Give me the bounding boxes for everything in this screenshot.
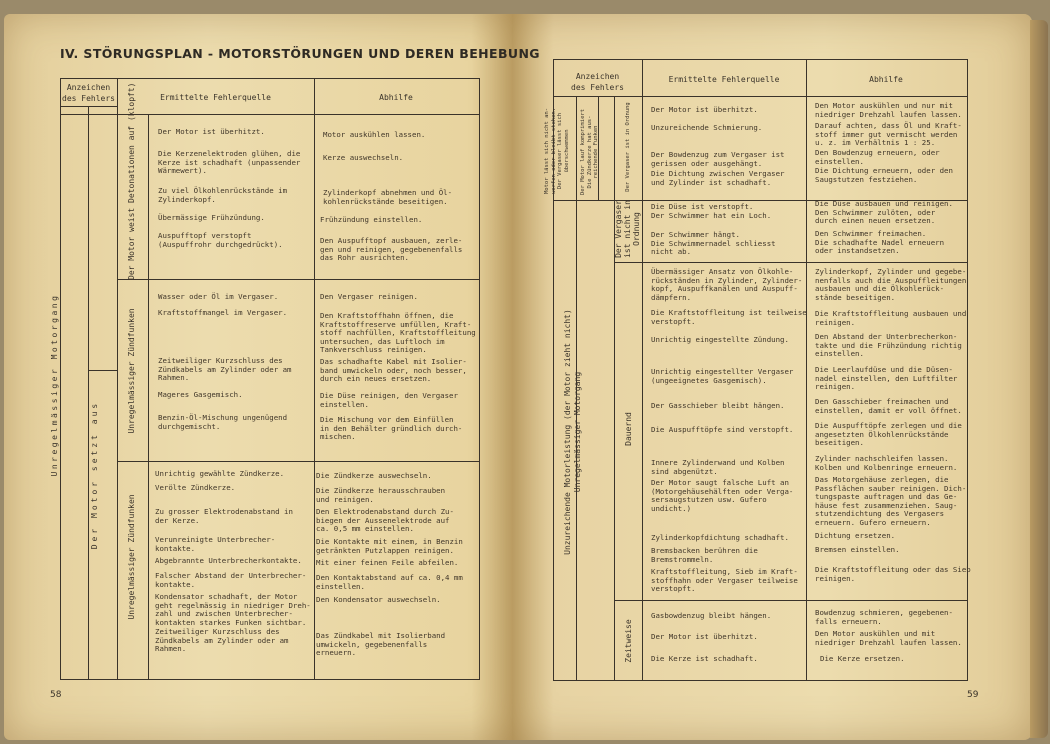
table-cell-remedy: Mit einer feinen Feile abfeilen.: [316, 558, 459, 567]
table-cell-source: Die Dichtung zwischen Vergaser und Zylinder ist schadhaft.: [651, 169, 785, 187]
table-cell-remedy: Die Kerze ersetzen.: [820, 654, 905, 663]
page-number-left: 58: [50, 690, 62, 700]
table-cell-remedy: Den Motor auskühlen und nur mit niedriger Drehzahl laufen lassen.: [815, 101, 962, 119]
table-cell-source: Der Motor ist überhitzt.: [158, 127, 265, 136]
table-cell-remedy: Motor auskühlen lassen.: [323, 130, 426, 139]
table-cell-source: Zylinderkopfdichtung schadhaft.: [651, 533, 789, 542]
table-cell-remedy: Kerze auswechseln.: [323, 153, 404, 162]
right-header-remedy: Abhilfe: [869, 75, 903, 84]
table-cell-source: Bremsbacken berühren die Bremstrommeln.: [651, 546, 758, 564]
table-cell-remedy: Den Schwimmer freimachen. Die schadhafte Nadel erneuern oder instandsetzen.: [815, 229, 945, 256]
table-cell-source: Die Kerzenelektroden glühen, die Kerze ist schadhaft (unpassender Wärmewert).: [158, 149, 301, 176]
table-cell-source: Zu viel Ölkohlenrückstände im Zylinderkopf.: [158, 186, 288, 204]
right-col2-top-label: Der Vergaser ist in Ordnung: [625, 102, 631, 192]
left-header-signs: Anzeichen des Fehlers: [62, 83, 115, 103]
right-header-signs: Anzeichen des Fehlers: [571, 72, 624, 92]
table-cell-source: Übermässiger Ansatz von Ölkohle- rückständen in Zylinder, Zylinder- kopf, Auspuffkanälen und Auspuff- dämpfern.: [651, 267, 803, 302]
table-cell-remedy: Den Bowdenzug erneuern, oder einstellen.: [815, 148, 940, 166]
table-cell-remedy: Zylinder nachschleifen lassen. Kolben und Kolbenringe erneuern.: [815, 454, 958, 472]
right-col1-top-label: Motor lässt sich nicht an- werfen oder bleibt stehen. Der Vergaser lässt sich überschwemmen: [544, 107, 570, 195]
table-cell-source: Auspufftopf verstopft (Auspuffrohr durchgedrückt).: [158, 231, 283, 249]
table-cell-source: Verölte Zündkerze.: [155, 483, 236, 492]
left-group-label: Der Motor weist Detonationen auf (klopft): [127, 82, 136, 280]
table-cell-remedy: Das schadhafte Kabel mit Isolier- band umwickeln oder, noch besser, durch ein neues ersetzen.: [320, 357, 467, 384]
right-col2-dauernd-label: Dauernd: [624, 412, 633, 446]
table-cell-source: Die Kerze ist schadhaft.: [651, 654, 758, 663]
table-cell-source: Der Motor ist überhitzt.: [651, 105, 758, 114]
right-col2-zeitweise-label: Zeitweise: [624, 619, 633, 663]
table-cell-remedy: Den Kraftstoffhahn öffnen, die Kraftstoffreserve umfüllen, Kraft- stoff nachfüllen, Kraftstoffleitung untersuchen, das Luftloch im Tankverschluss reinigen.: [320, 311, 476, 355]
table-cell-remedy: Dichtung ersetzen.: [815, 531, 896, 540]
table-cell-remedy: Den Abstand der Unterbrecherkon- takte und die Frühzündung richtig einstellen.: [815, 332, 962, 359]
right-col1-mid-label: Der Motor lauf komprimiert Die Zündkerze hat aus- reichende Funken: [580, 108, 599, 196]
table-cell-source: Wasser oder Öl im Vergaser.: [158, 292, 279, 301]
table-cell-remedy: Den Gasschieber freimachen und einstellen, damit er voll öffnet.: [815, 397, 962, 415]
table-cell-remedy: Bremsen einstellen.: [815, 545, 900, 554]
table-cell-source: Kraftstoffmangel im Vergaser.: [158, 308, 288, 317]
right-header-source: Ermittelte Fehlerquelle: [668, 75, 780, 84]
table-cell-source: Kondensator schadhaft, der Motor geht regelmässig in niedriger Dreh- zahl und zwischen Unterbrecher- kontakten starkes Funken sichtbar.: [155, 592, 311, 627]
table-cell-source: Der Motor ist überhitzt.: [651, 632, 758, 641]
page-edge: [1030, 20, 1048, 738]
table-cell-remedy: Den Kondensator auswechseln.: [316, 595, 441, 604]
table-cell-source: Die Düse ist verstopft. Der Schwimmer hat ein Loch.: [651, 202, 772, 220]
table-cell-remedy: Darauf achten, dass Öl und Kraft- stoff immer gut vermischt werden u. z. im Verhältnis 1 : 25.: [815, 121, 962, 148]
left-header-source: Ermittelte Fehlerquelle: [160, 93, 271, 102]
page-number-right: 59: [967, 690, 979, 700]
table-cell-source: Die Kraftstoffleitung ist teilweise verstopft.: [651, 308, 807, 326]
table-cell-source: Unzureichende Schmierung.: [651, 123, 763, 132]
table-cell-remedy: Die Leerlaufdüse und die Düsen- nadel einstellen, den Luftfilter reinigen.: [815, 365, 958, 392]
table-cell-source: Unrichtig eingestellter Vergaser (ungeeignetes Gasgemisch).: [651, 367, 794, 385]
table-cell-source: Zu grosser Elektrodenabstand in der Kerze.: [155, 507, 293, 525]
table-cell-source: Gasbowdenzug bleibt hängen.: [651, 611, 772, 620]
table-cell-remedy: Die Dichtung erneuern, oder den Saugstutzen festziehen.: [815, 166, 953, 184]
table-cell-remedy: Zylinderkopf abnehmen und Öl- kohlenrückstände beseitigen.: [323, 188, 453, 206]
table-cell-source: Innere Zylinderwand und Kolben sind abgenützt.: [651, 458, 785, 476]
table-cell-source: Falscher Abstand der Unterbrecher- kontakte.: [155, 571, 307, 589]
table-cell-remedy: Zylinderkopf, Zylinder und gegebe- nenfalls auch die Auspuffleitungen ausbauen und die Ölkohlerück- stände beseitigen.: [815, 267, 967, 302]
table-cell-source: Abgebrannte Unterbrecherkontakte.: [155, 556, 302, 565]
table-cell-source: Mageres Gasgemisch.: [158, 390, 243, 399]
table-cell-source: Unrichtig eingestellte Zündung.: [651, 335, 789, 344]
table-cell-remedy: Den Auspufftopf ausbauen, zerle- gen und reinigen, gegebenenfalls das Rohr ausrichten.: [320, 236, 463, 263]
table-cell-source: Der Bowdenzug zum Vergaser ist gerissen oder ausgehängt.: [651, 150, 785, 168]
table-cell-remedy: Das Zündkabel mit Isolierband umwickeln, gegebenenfalls erneuern.: [316, 631, 446, 658]
table-cell-source: Benzin-Öl-Mischung ungenügend durchgemischt.: [158, 413, 288, 431]
table-cell-source: Zeitweiliger Kurzschluss des Zündkabels am Zylinder oder am Rahmen.: [158, 356, 292, 383]
table-cell-source: Die Auspufftöpfe sind verstopft.: [651, 425, 794, 434]
table-cell-source: Unrichtig gewählte Zündkerze.: [155, 469, 285, 478]
table-cell-source: Der Gasschieber bleibt hängen.: [651, 401, 785, 410]
table-cell-source: Kraftstoffleitung, Sieb im Kraft- stoffhahn oder Vergaser teilweise verstopft.: [651, 567, 798, 594]
table-cell-remedy: Den Vergaser reinigen.: [320, 292, 418, 301]
table-cell-source: Der Schwimmer hängt. Die Schwimmernadel schliesst nicht ab.: [651, 230, 776, 257]
table-cell-remedy: Den Elektrodenabstand durch Zu- biegen der Aussenelektrode auf ca. 0,5 mm einstellen.: [316, 507, 454, 534]
table-cell-remedy: Den Motor auskühlen und mit niedriger Drehzahl laufen lassen.: [815, 629, 962, 647]
left-col1-label: Unregelmässiger Motorgang: [50, 293, 59, 477]
table-cell-remedy: Das Motorgehäuse zerlegen, die Passflächen sauber reinigen. Dich- tungspaste auftragen und das Ge- häuse fest zusammenziehen. Saug- stutzendichtung des Vergasers erneuern. Gufero erneuern.: [815, 475, 967, 527]
table-cell-remedy: Die Kraftstoffleitung ausbauen und reinigen.: [815, 309, 967, 327]
table-cell-source: Übermässige Frühzündung.: [158, 213, 265, 222]
table-cell-remedy: Bowdenzug schmieren, gegebenen- falls erneuern.: [815, 608, 953, 626]
table-cell-remedy: Die Düse reinigen, den Vergaser einstellen.: [320, 391, 458, 409]
table-cell-remedy: Die Kontakte mit einem, in Benzin getränkten Putzlappen reinigen.: [316, 537, 463, 555]
table-cell-remedy: Den Kontaktabstand auf ca. 0,4 mm einstellen.: [316, 573, 463, 591]
table-cell-source: Verunreinigte Unterbrecher- kontakte.: [155, 535, 276, 553]
table-cell-remedy: Die Kraftstoffleitung oder das Sieb reinigen.: [815, 565, 971, 583]
page-title: IV. STÖRUNGSPLAN - MOTORSTÖRUNGEN UND DEREN BEHEBUNG: [60, 46, 540, 61]
table-cell-remedy: Die Zündkerze auswechseln.: [316, 471, 432, 480]
table-cell-source: Der Motor saugt falsche Luft an (Motorgehäusehälften oder Verga- sersaugstutzen usw. Gufero undicht.): [651, 478, 794, 513]
table-cell-remedy: Frühzündung einstellen.: [320, 215, 423, 224]
table-cell-source: Zeitweiliger Kurzschluss des Zündkabels am Zylinder oder am Rahmen.: [155, 627, 289, 654]
table-cell-remedy: Die Düse ausbauen und reinigen. Den Schwimmer zulöten, oder durch einen neuen ersetzen.: [815, 199, 953, 226]
left-header-remedy: Abhilfe: [379, 93, 413, 102]
left-group-label: Unregelmässiger Zündfunken: [127, 494, 136, 620]
table-cell-remedy: Die Zündkerze herausschrauben und reinigen.: [316, 486, 446, 504]
left-group-label: Unregelmässiger Zündfunken: [127, 308, 136, 434]
table-cell-remedy: Die Mischung vor dem Einfüllen in den Behälter gründlich durch- mischen.: [320, 415, 463, 442]
table-cell-remedy: Die Auspufftöpfe zerlegen und die angesetzten Ölkohlenrückstände beseitigen.: [815, 421, 962, 448]
right-col1-bot-label: Unzureichende Motorleistung (der Motor zieht nicht) Unregelmässiger Motorgang: [563, 309, 582, 555]
right-col2-vergaser-label: Der Vergaser ist nicht in Ordnung: [614, 200, 641, 258]
left-col1b-label: Der Motor setzt aus: [90, 400, 99, 550]
